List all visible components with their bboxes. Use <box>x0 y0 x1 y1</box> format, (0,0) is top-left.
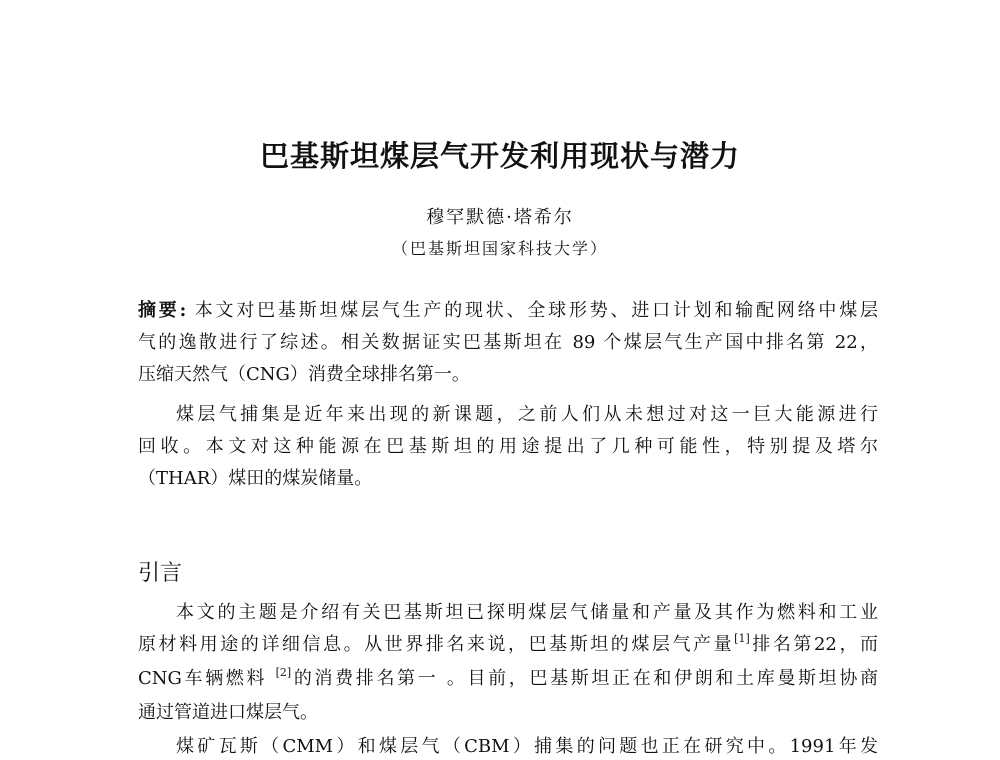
intro-line-3 <box>138 664 878 690</box>
intro-text: 原材料用途的详细信息。从世界排名来说，巴基斯坦的煤层气产量 <box>138 634 735 655</box>
intro-line-5: 煤矿瓦斯（CMM）和煤层气（CBM）捕集的问题也正在研究中。1991年发 <box>176 736 878 757</box>
author-name: 穆罕默德·塔希尔 <box>426 207 574 228</box>
intro-line-2 <box>138 630 878 656</box>
abstract-line-6: （THAR）煤田的煤炭储量。 <box>138 468 373 489</box>
intro-text: 的消费排名第一 。目前，巴基斯坦正在和伊朗和土库曼斯坦协商 <box>291 668 878 689</box>
intro-line-1: 本文的主题是介绍有关巴基斯坦已探明煤层气储量和产量及其作为燃料和工业 <box>176 602 878 623</box>
author-affiliation: （巴基斯坦国家科技大学） <box>391 239 608 258</box>
intro-line-4: 通过管道进口煤层气。 <box>138 702 318 723</box>
abstract-line-4: 煤层气捕集是近年来出现的新课题，之前人们从未想过对这一巨大能源进行 <box>176 404 878 425</box>
abstract-line-2: 气的逸散进行了综述。相关数据证实巴基斯坦在 89 个煤层气生产国中排名第 22， <box>138 332 878 353</box>
abstract-line-1 <box>138 296 878 322</box>
abstract-text: 本文对巴基斯坦煤层气生产的现状、全球形势、进口计划和输配网络中煤层 <box>194 300 878 321</box>
abstract-line-5: 回收。本文对这种能源在巴基斯坦的用途提出了几种可能性，特别提及塔尔 <box>138 436 878 457</box>
citation-ref-2: [2] <box>275 666 292 679</box>
citation-ref-1: [1] <box>734 632 750 645</box>
section-heading-intro: 引言 <box>138 561 183 586</box>
abstract-line-3: 压缩天然气（CNG）消费全球排名第一。 <box>138 364 470 385</box>
intro-text: CNG车辆燃料 <box>138 668 276 689</box>
paper-title: 巴基斯坦煤层气开发利用现状与潜力 <box>259 139 740 173</box>
abstract-label: 摘要: <box>138 300 187 321</box>
intro-text: 排名第22，而 <box>749 634 878 655</box>
